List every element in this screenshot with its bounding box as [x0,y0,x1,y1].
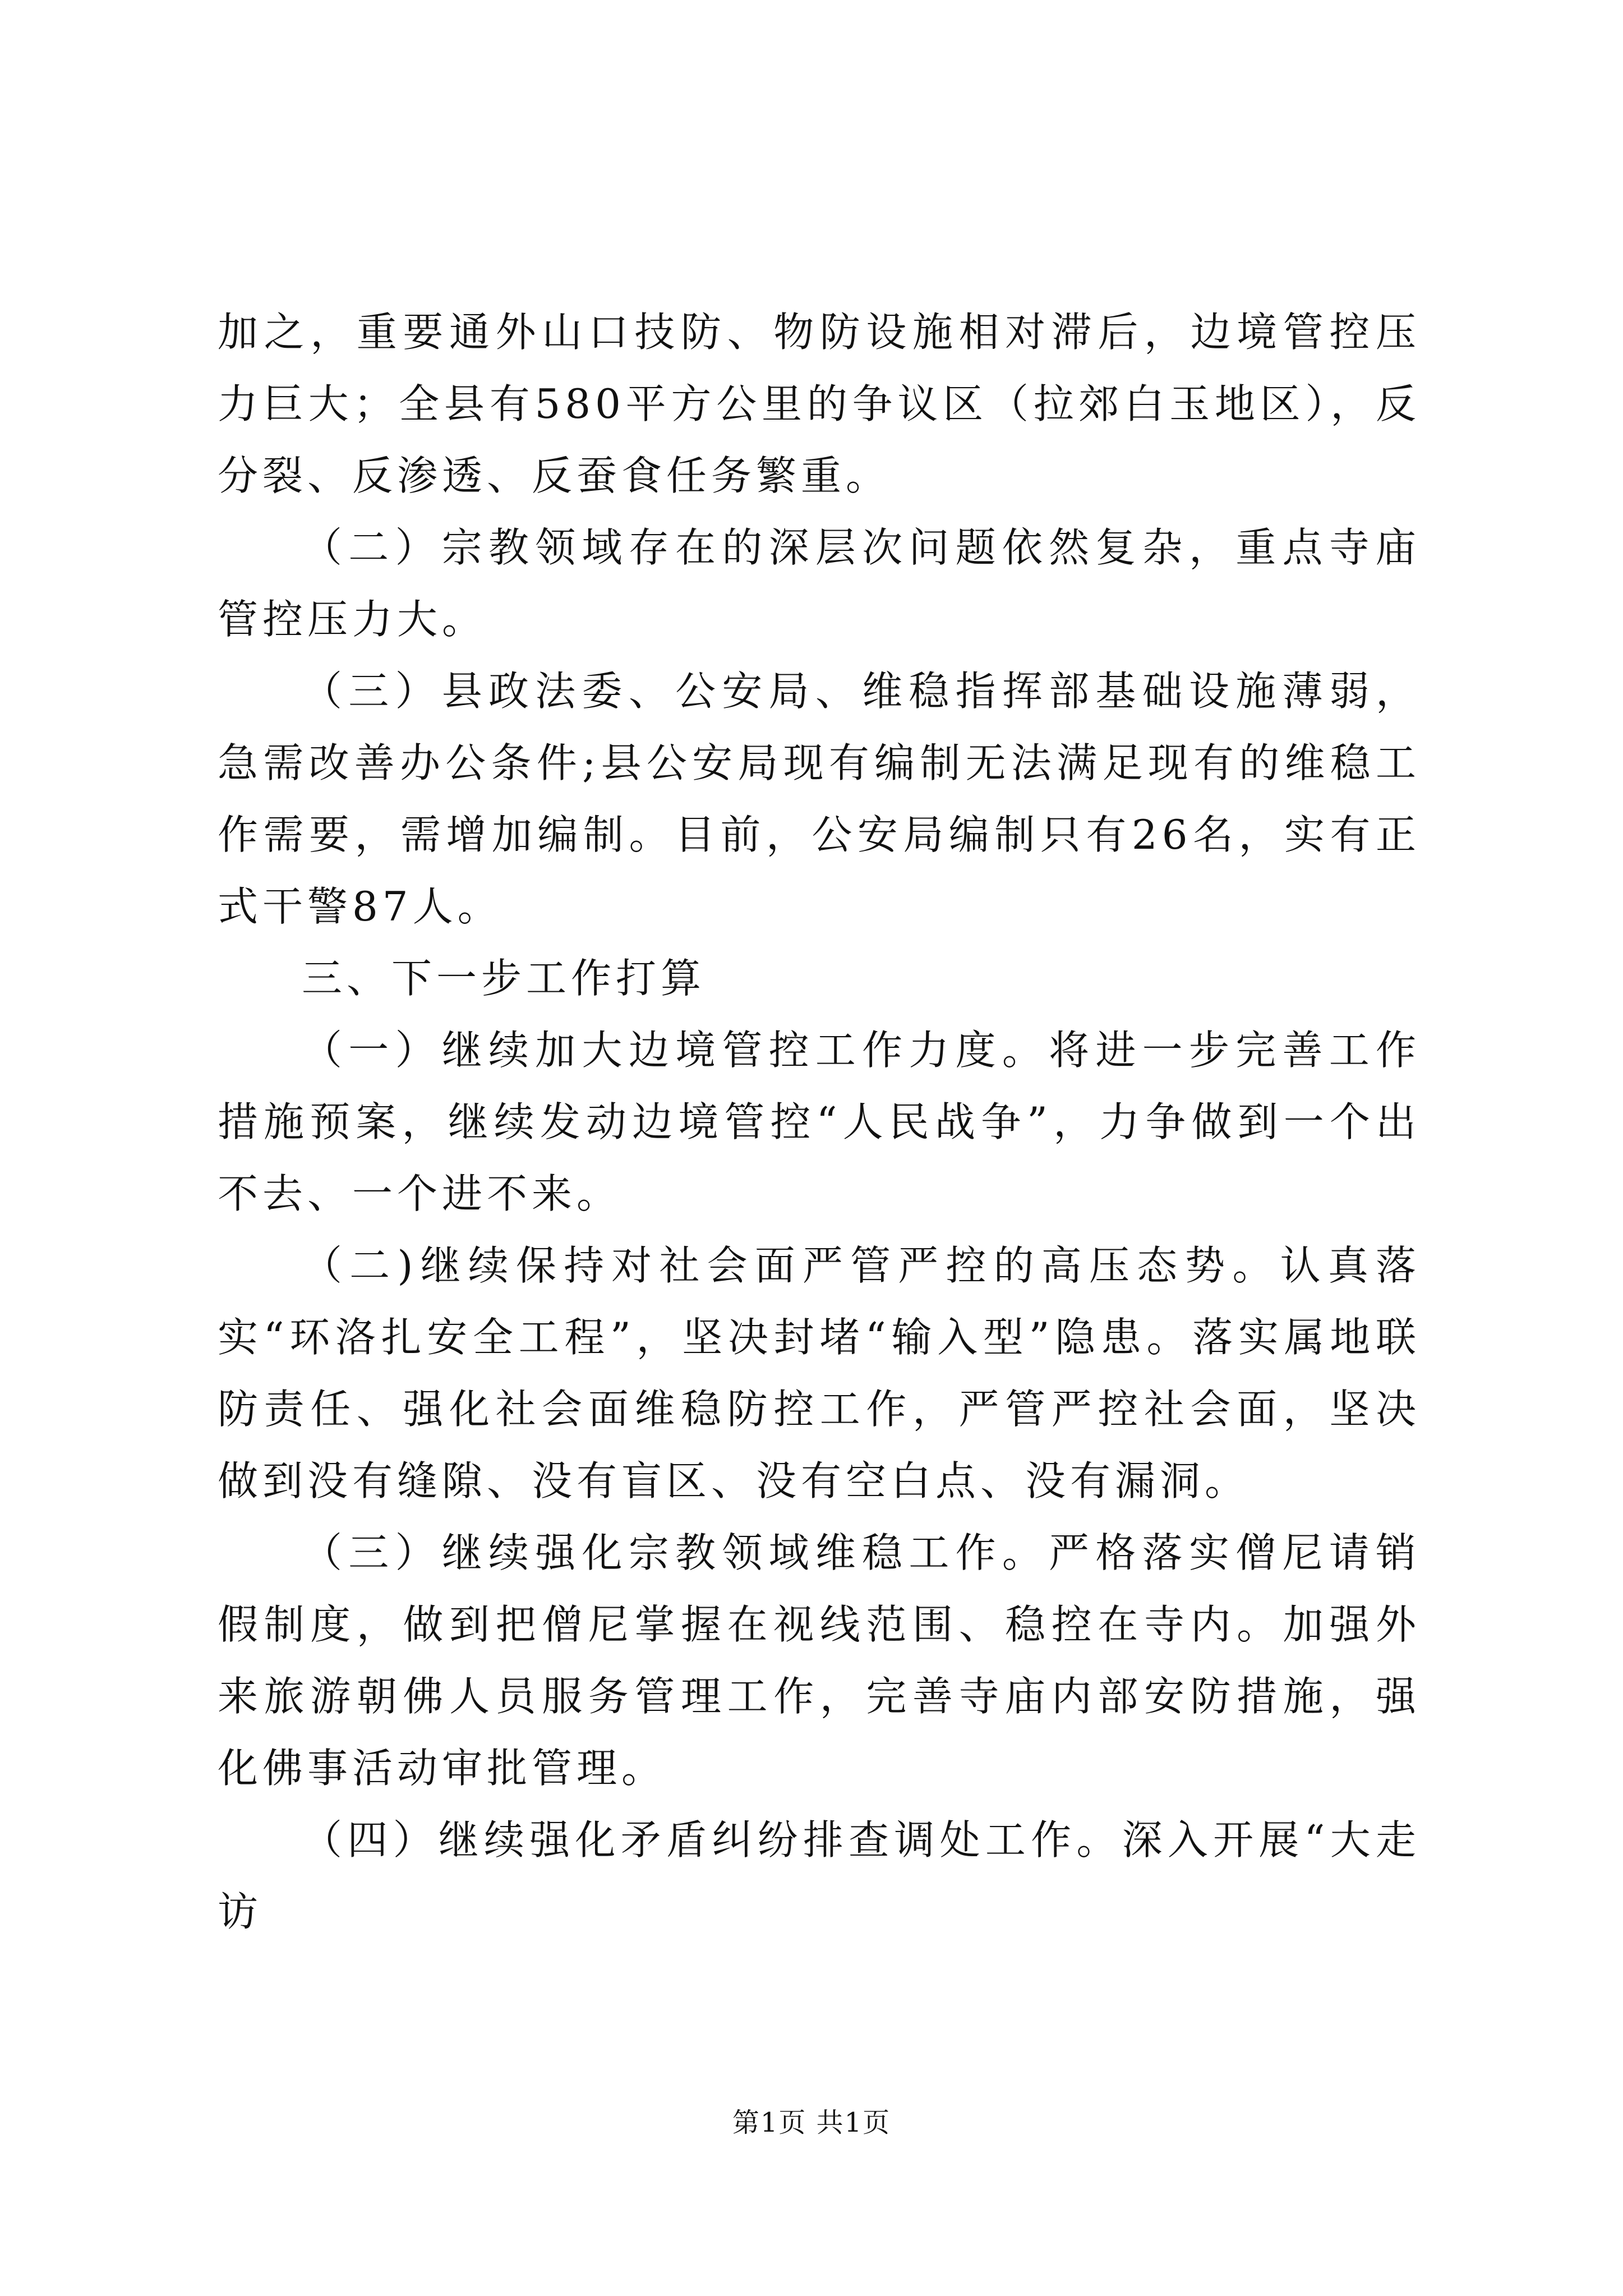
paragraph-continuation: 加之，重要通外山口技防、物防设施相对滞后，边境管控压力巨大；全县有580平方公里的争议区（拉郊白玉地区），反分裂、反渗透、反蚕食任务繁重。 [218,309,1421,499]
paragraph-plan-2: （二)继续保持对社会面严管严控的高压态势。认真落实“环洛扎安全工程”，坚决封堵“输入型”隐患。落实属地联防责任、强化社会面维稳防控工作，严管严控社会面，坚决做到没有缝隙、没有盲区、没有空白点、没有漏洞。 [218,1242,1421,1504]
page-footer: 第1页 共1页 [732,2107,891,2138]
paragraph-issue-2: （二）宗教领域存在的深层次问题依然复杂，重点寺庙管控压力大。 [218,524,1421,643]
document-body [218,296,1421,1948]
paragraph-plan-4: （四）继续强化矛盾纠纷排查调处工作。深入开展“大走访 [218,1816,1421,1935]
paragraph-issue-3: （三）县政法委、公安局、维稳指挥部基础设施薄弱，急需改善办公条件;县公安局现有编制无法满足现有的维稳工作需要，需增加编制。目前，公安局编制只有26名，实有正式干警87人。 [218,668,1421,930]
section-heading-next-steps: 三、下一步工作打算 [302,955,706,1002]
paragraph-plan-1: （一）继续加大边境管控工作力度。将进一步完善工作措施预案，继续发动边境管控“人民战争”，力争做到一个出不去、一个进不来。 [218,1027,1421,1217]
paragraph-plan-3: （三）继续强化宗教领域维稳工作。严格落实僧尼请销假制度，做到把僧尼掌握在视线范围、稳控在寺内。加强外来旅游朝佛人员服务管理工作，完善寺庙内部安防措施，强化佛事活动审批管理。 [218,1529,1421,1792]
